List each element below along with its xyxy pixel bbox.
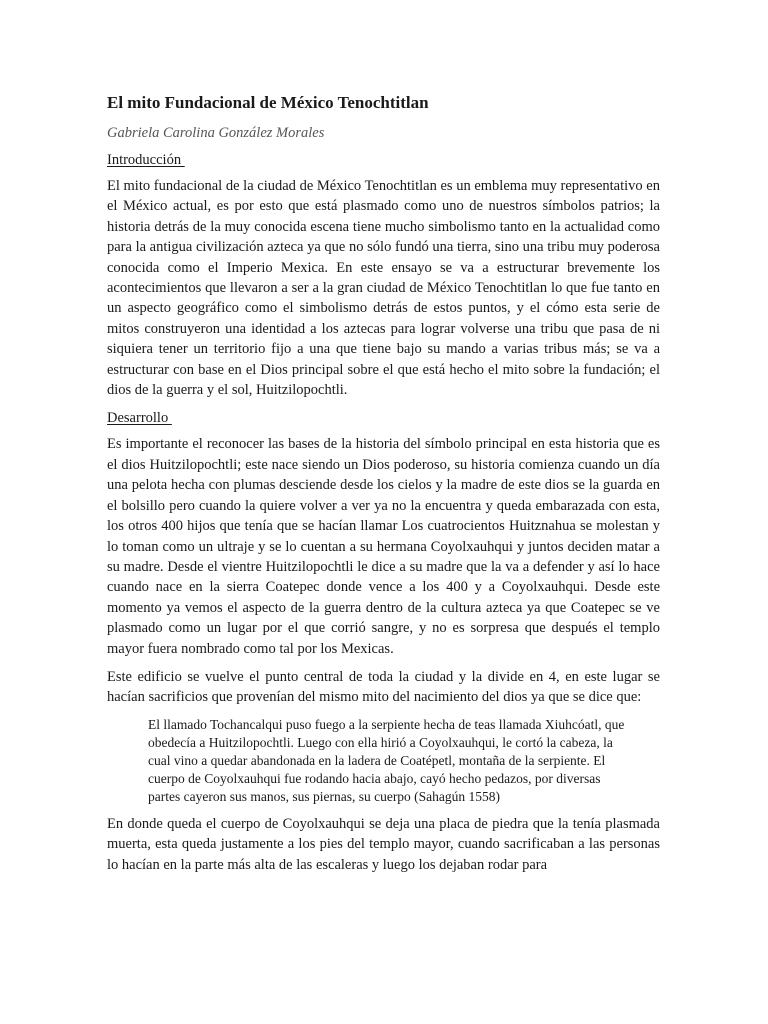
document-author: Gabriela Carolina González Morales: [107, 125, 325, 141]
section-heading-introduction: Introducción: [107, 152, 185, 168]
development-paragraph-3: En donde queda el cuerpo de Coyolxauhqui se deja una placa de piedra que la tenía plasmada muerta, esta queda justamente a los pies del templo mayor, cuando sacrificaban a las personas lo hacían en la parte más alta de las escaleras y luego los dejaban rodar para: [107, 815, 660, 873]
development-paragraph-2: Este edificio se vuelve el punto central de toda la ciudad y la divide en 4, en este lugar se hacían sacrificios que provenían del mismo mito del nacimiento del dios ya que se dice que:: [107, 668, 660, 706]
document-page: [107, 92, 660, 883]
document-title: El mito Fundacional de México Tenochtitlan: [107, 93, 429, 112]
development-paragraph-1: Es importante el reconocer las bases de la historia del símbolo principal en esta historia que es el dios Huitzilopochtli; este nace siendo un Dios poderoso, su historia comienza cuando un día una pelota hecha con plumas desciende desde los cielos y la madre de este dios se la guarda en el bolsillo pero cuando la quiere volver a ver ya no la encuentra y queda embarazada con esta, los otros 400 hijos que tenía que se hacían llamar Los cuatrocientos Huitznahua se molestan y lo toman como un ultraje y se lo cuentan a su hermana Coyolxauhqui y juntos deciden matar a su madre. Desde el vientre Huitzilopochtli le dice a su madre que la va a defender y así lo hace cuando nace en la sierra Coatepec donde vence a los 400 y a Coyolxauhqui. Desde este momento ya vemos el aspecto de la guerra dentro de la cultura azteca ya que Coatepec se ve plasmado como un lugar por el que corrió sangre, y no es sorpresa que después el templo mayor fuera nombrado como tal por los Mexicas.: [107, 436, 660, 657]
block-quote: El llamado Tochancalqui puso fuego a la serpiente hecha de teas llamada Xiuhcóatl, que obedecía a Huitzilopochtli. Luego con ella hirió a Coyolxauhqui, le cortó la cabeza, la cual vino a quedar abandonada en la ladera de Coatépetl, montaña de la serpiente. El cuerpo de Coyolxauhqui fue rodando hacia abajo, cayó hecho pedazos, por diversas partes cayeron sus manos, sus piernas, su cuerpo (Sahagún 1558): [148, 716, 625, 804]
introduction-paragraph: El mito fundacional de la ciudad de México Tenochtitlan es un emblema muy representativo en el México actual, es por esto que está plasmado como uno de nuestros símbolos patrios; la historia detrás de la muy conocida escena tiene mucho simbolismo tanto en la actualidad como para la antigua civilización azteca ya que no sólo fundó una tierra, sino una tribu muy poderosa conocida como el Imperio Mexica. En este ensayo se va a estructurar brevemente los acontecimientos que llevaron a ser a la gran ciudad de México Tenochtitlan lo que fue tanto en un aspecto geográfico como el simbolismo detrás de estos puntos, y el cómo esta serie de mitos construyeron una identidad a los aztecas para lograr volverse una tribu que pasa de ni siquiera tener un territorio fijo a una que tiene bajo su mando a varias tribus más; se va a estructurar con base en el Dios principal sobre el que está hecho el mito sobre la fundación; el dios de la guerra y el sol, Huitzilopochtli.: [107, 178, 660, 399]
section-heading-development: Desarrollo: [107, 410, 172, 427]
